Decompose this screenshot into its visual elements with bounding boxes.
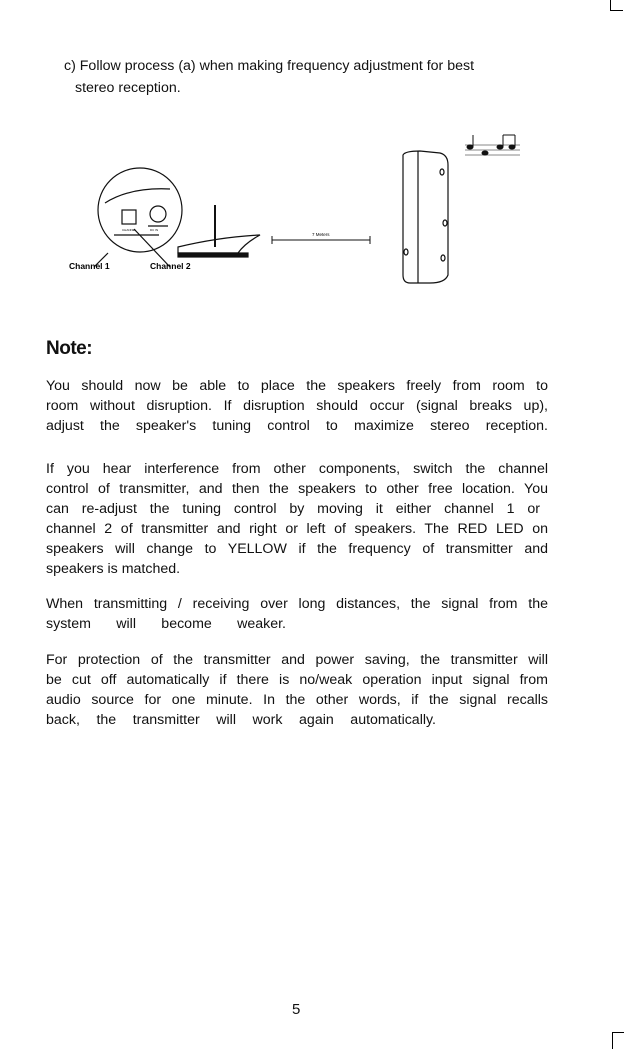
music-notes-icon: [465, 135, 520, 155]
crop-mark-bottom-right: [612, 1032, 624, 1049]
distance-arrow: [272, 236, 370, 244]
paragraph-line: back, the transmitter will work again automatically.: [46, 712, 436, 728]
note-heading: Note:: [46, 338, 93, 359]
paragraph-line: If you hear interference from other components, switch the channel: [46, 461, 548, 477]
paragraph-line: adjust the speaker's tuning control to maximize stereo reception.: [46, 418, 548, 434]
channel-2-label: Channel 2: [150, 261, 191, 271]
paragraph-line: When transmitting / receiving over long distances, the signal from the: [46, 596, 548, 612]
crop-mark-top-right: [610, 0, 623, 11]
paragraph-line: control of transmitter, and then the speakers to other free location. You: [46, 481, 548, 497]
dc-in-label: DC IN: [150, 228, 159, 232]
paragraph-line: audio source for one minute. In the other words, if the signal recalls: [46, 692, 548, 708]
channel-1-label: Channel 1: [69, 261, 110, 271]
intro-line: stereo reception.: [75, 80, 181, 96]
transmitter-illustration: [94, 168, 260, 267]
distance-label: 7 Meters: [312, 232, 330, 237]
paragraph-line: system will become weaker.: [46, 616, 286, 632]
setup-diagram: [60, 125, 540, 295]
paragraph-line: You should now be able to place the speakers freely from room to: [46, 378, 548, 394]
paragraph-line: channel 2 of transmitter and right or left of speakers. The RED LED on: [46, 521, 548, 537]
paragraph-line: For protection of the transmitter and power saving, the transmitter will: [46, 652, 548, 668]
speaker-illustration: [403, 151, 448, 283]
paragraph-line: room without disruption. If disruption should occur (signal breaks up),: [46, 398, 548, 414]
switch-label: CHANNEL: [122, 228, 137, 232]
paragraph-line: can re-adjust the tuning control by moving it either channel 1 or: [46, 501, 540, 517]
page-number: 5: [292, 1001, 301, 1018]
paragraph-line: speakers will change to YELLOW if the frequency of transmitter and: [46, 541, 548, 557]
intro-line: c) Follow process (a) when making frequency adjustment for best: [64, 58, 475, 74]
paragraph-line: speakers is matched.: [46, 561, 181, 577]
paragraph-line: be cut off automatically if there is no/weak operation input signal from: [46, 672, 548, 688]
